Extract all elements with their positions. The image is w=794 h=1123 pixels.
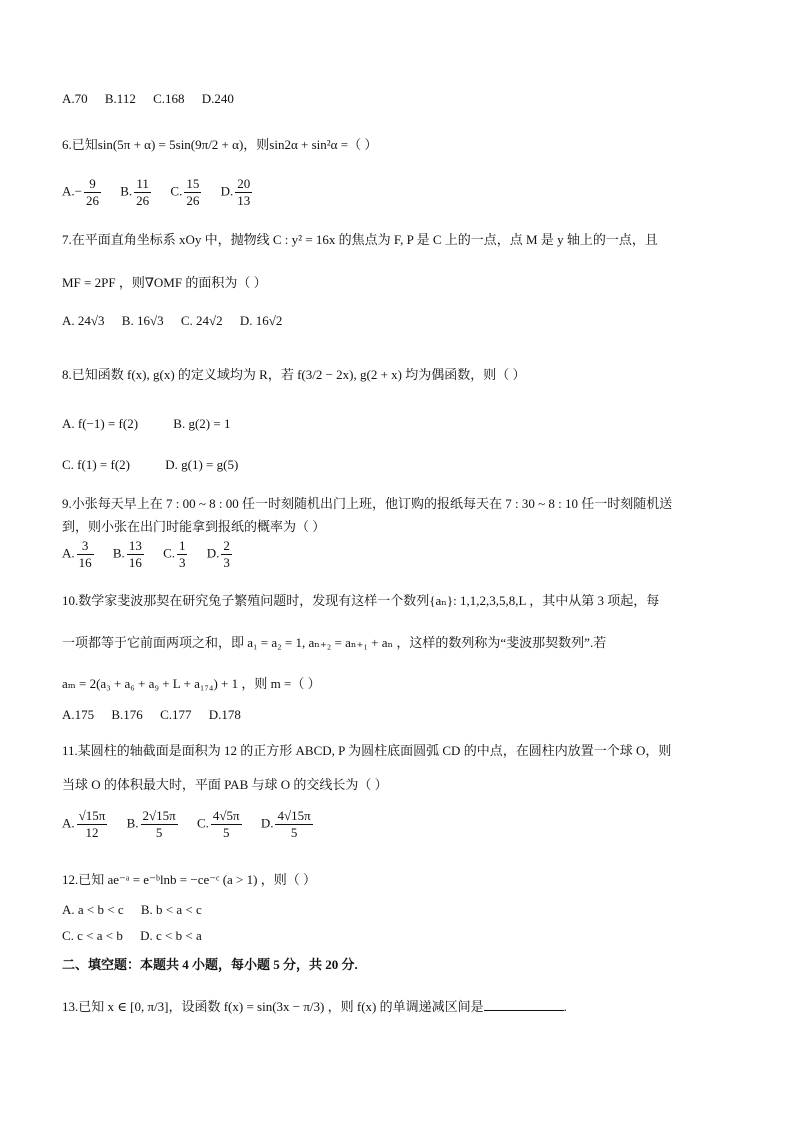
q9-line1: 9.小张每天早上在 7 : 00 ~ 8 : 00 任一时刻随机出门上班，他订购的报纸每天在 7 : 30 ~ 8 : 10 任一时刻随机送 [62, 496, 673, 511]
q11-option-a: A. $\frac{√15\pi}{12}$ [62, 808, 106, 840]
q8-options-row1 [62, 416, 244, 432]
q5-option-d: D.240 [201, 91, 234, 106]
q10-line3: aₘ = 2(a₃ + a₆ + a₉ + L + a₁₇₄) + 1 ，则 m =（ ） [62, 676, 321, 691]
q5-option-b: B.112 [104, 91, 136, 106]
q10-line2: 一项都等于它前面两项之和，即 a₁ = a₂ = 1, aₙ₊₂ = aₙ₊₁ + aₙ ，这样的数列称为“斐波那契数列”.若 [62, 635, 607, 650]
q7-options [62, 313, 296, 329]
q5-options [62, 91, 248, 107]
q11-line2: 当球 O 的体积最大时，平面 PAB 与球 O 的交线长为（ ） [62, 777, 388, 792]
q6-options [62, 176, 268, 209]
q7-option-d: D. 16√2 [239, 313, 283, 328]
q10-option-d: D.178 [208, 707, 241, 722]
q5-option-c: C.168 [153, 91, 185, 106]
q9-option-a: A. $\frac{3}{16}$ [62, 538, 92, 570]
q11-options [62, 808, 329, 841]
q7-line2: MF = 2PF ，则∇OMF 的面积为（ ） [62, 275, 267, 290]
q7-option-c: C. 24√2 [180, 313, 223, 328]
q6-target: sin2α + sin²α = [269, 137, 349, 152]
q6-option-b: B. $\frac{11}{26}$ [120, 176, 150, 208]
q8-stem: 8.已知函数 f(x), g(x) 的定义域均为 R，若 f(3/2 − 2x), g(2 + x) 均为偶函数，则（ ） [62, 367, 526, 382]
q10-option-a: A.175 [62, 707, 95, 722]
section-title: 二、填空题：本题共 4 小题，每小题 5 分，共 20 分. [62, 957, 358, 972]
q11-option-b: B. $\frac{2√15\pi}{5}$ [126, 808, 176, 840]
q8-options-row2 [62, 457, 252, 473]
q6-equation: sin(5π + α) = 5sin(9π/2 + α) [97, 137, 244, 152]
q10-option-c: C.177 [160, 707, 192, 722]
q6-stem: 6.已知sin(5π + α) = 5sin(9π/2 + α)，则sin2α + sin²α =（ ） [62, 137, 378, 152]
q7-option-b: B. 16√3 [121, 313, 164, 328]
q12-options-row2 [62, 928, 216, 944]
q7-option-a: A. 24√3 [62, 313, 105, 328]
q7-line1: 7.在平面直角坐标系 xOy 中，抛物线 C : y² = 16x 的焦点为 F, P 是 C 上的一点，点 M 是 y 轴上的一点，且 [62, 232, 658, 247]
q5-option-a: A.70 [62, 91, 88, 106]
q9-option-b: B. $\frac{13}{16}$ [112, 538, 142, 570]
q12-option-a: A. a < b < c [62, 902, 124, 917]
q12-stem: 12.已知 ae⁻ᵃ = e⁻ᵇlnb = −ce⁻ᶜ (a > 1) ，则（ ） [62, 872, 316, 887]
q6-option-c: C. $\frac{15}{26}$ [170, 176, 200, 208]
q10-line1: 10.数学家斐波那契在研究兔子繁殖问题时，发现有这样一个数列{aₙ}: 1,1,2,3,5,8,L ，其中从第 3 项起，每 [62, 593, 660, 608]
q11-option-c: C. $\frac{4√5\pi}{5}$ [196, 808, 240, 840]
q10-option-b: B.176 [111, 707, 143, 722]
q13-stem: 13.已知 x ∈ [0, π/3]，设函数 f(x) = sin(3x − π/3) ，则 f(x) 的单调递减区间是 . [62, 999, 567, 1014]
q8-option-b: B. g(2) = 1 [173, 416, 231, 431]
q8-option-a: A. f(−1) = f(2) [62, 416, 139, 431]
q12-option-b: B. b < a < c [140, 902, 202, 917]
q12-options-row1 [62, 902, 216, 918]
q12-option-c: C. c < a < b [62, 928, 123, 943]
q8-option-d: D. g(1) = g(5) [165, 457, 239, 472]
q11-line1: 11.某圆柱的轴截面是面积为 12 的正方形 ABCD, P 为圆柱底面圆弧 CD 的中点，在圆柱内放置一个球 O，则 [62, 743, 672, 758]
q9-line2: 到，则小张在出门时能拿到报纸的概率为（ ） [62, 519, 326, 534]
q9-option-d: D. $\frac{2}{3}$ [206, 538, 230, 570]
q8-option-c: C. f(1) = f(2) [62, 457, 130, 472]
q6-option-d: D. $\frac{20}{13}$ [220, 176, 251, 208]
q9-option-c: C. $\frac{1}{3}$ [163, 538, 186, 570]
q10-options [62, 707, 255, 723]
q13-answer-blank[interactable] [484, 998, 564, 1011]
q12-option-d: D. c < b < a [140, 928, 202, 943]
q11-option-d: D. $\frac{4√15\pi}{5}$ [260, 808, 311, 840]
q6-option-a: A.− $\frac{9}{26}$ [62, 176, 99, 208]
q9-options [62, 538, 248, 571]
